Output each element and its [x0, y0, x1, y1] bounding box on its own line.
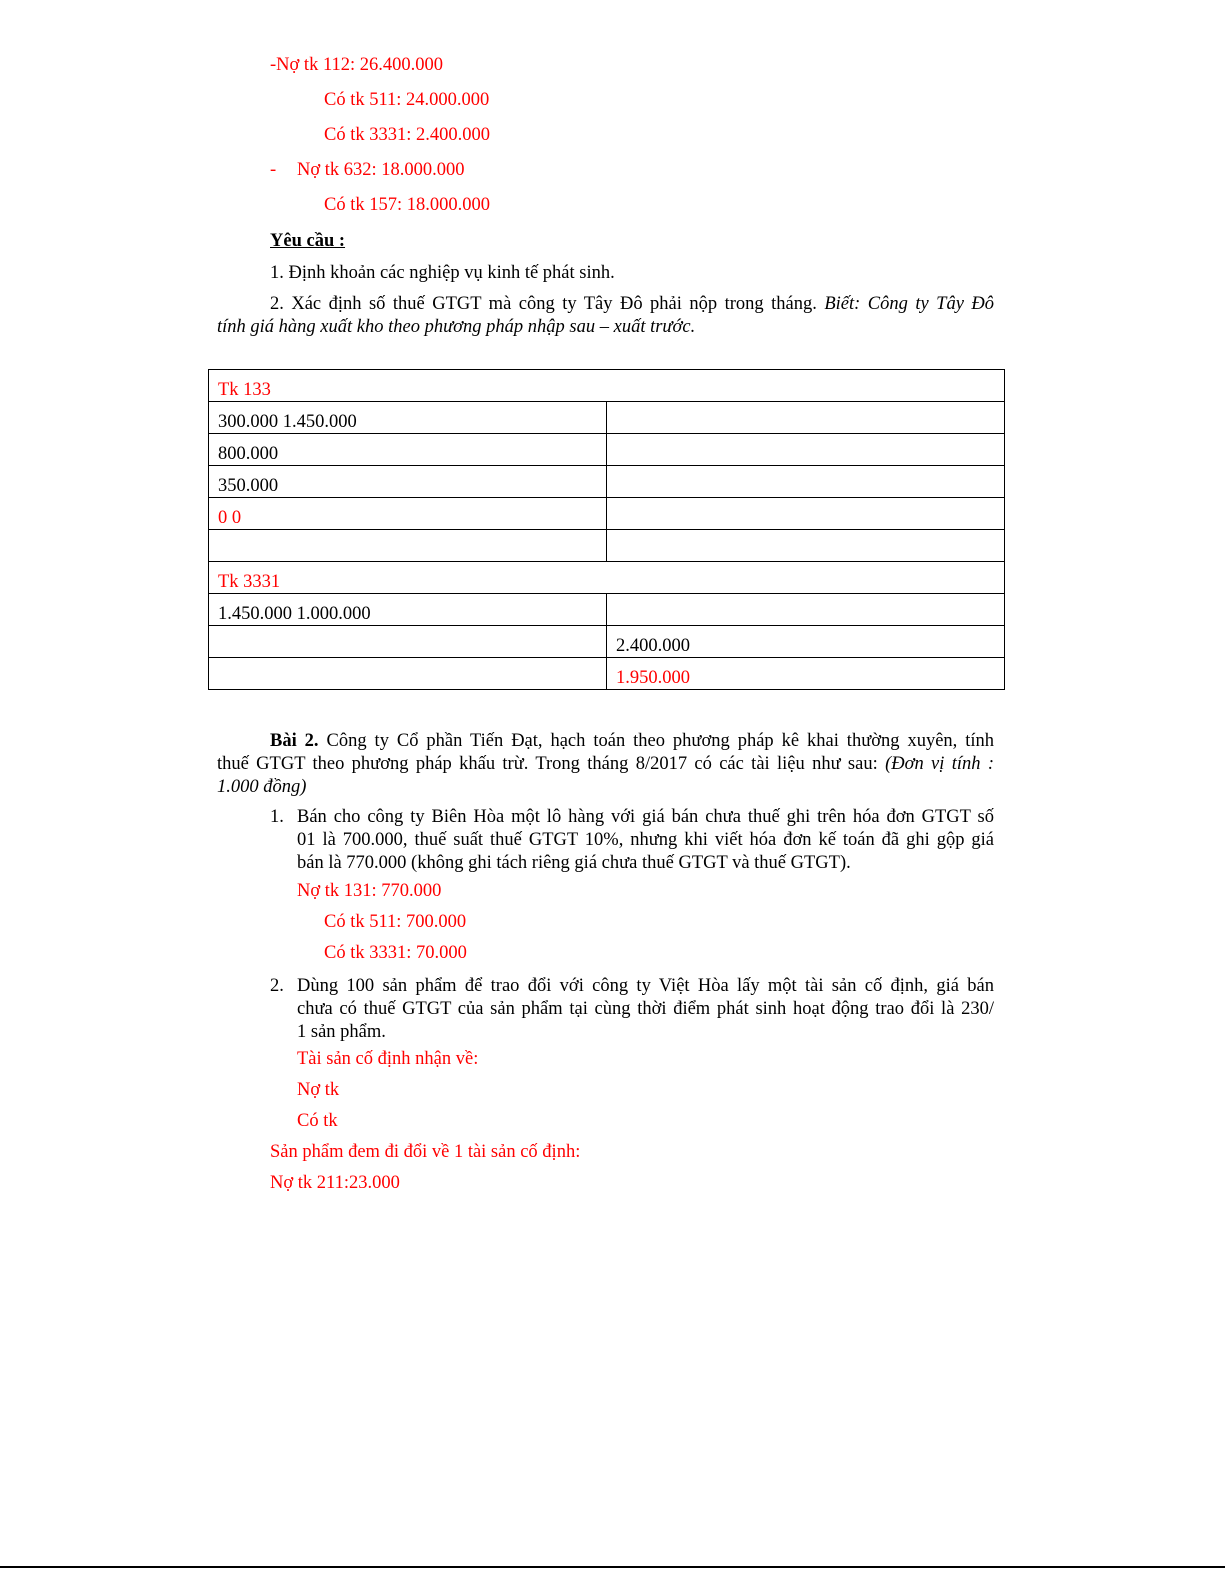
tk3331-debit-cell — [209, 658, 607, 690]
tk3331-row — [209, 626, 1005, 658]
requirements-heading: Yêu cầu : — [270, 231, 346, 251]
entry-credit-511: Có tk 511: 24.000.000 — [324, 90, 490, 110]
tk133-debit-cell: 300.000 1.450.000 — [209, 402, 607, 434]
item1-line-2: 01 là 700.000, thuế suất thuế GTGT 10%, nhưng khi viết hóa đơn kế toán đã ghi gộp giá — [297, 830, 994, 850]
entry-dash: - — [270, 160, 277, 180]
entry-debit-632: Nợ tk 632: 18.000.000 — [297, 160, 465, 180]
tk133-debit-cell: 800.000 — [209, 434, 607, 466]
requirement-item-2-line-2: tính giá hàng xuất kho theo phương pháp nhập sau – xuất trước. — [217, 317, 696, 337]
t-account-table — [208, 369, 1005, 690]
entry-debit-112: -Nợ tk 112: 26.400.000 — [270, 55, 444, 75]
item2-answer-debit: Nợ tk — [297, 1080, 340, 1100]
item1-line-1: Bán cho công ty Biên Hòa một lô hàng với giá bán chưa thuế ghi trên hóa đơn GTGT số — [297, 807, 994, 827]
tk133-credit-cell — [607, 466, 1005, 498]
bai2-intro-line-2: thuế GTGT theo phương pháp khấu trừ. Trong tháng 8/2017 có các tài liệu như sau: (Đơn vị tính : — [217, 754, 995, 774]
item2-line-2: chưa có thuế GTGT của sản phẩm tại cùng thời điểm phát sinh hoạt động trao đổi là 230/ — [297, 999, 994, 1019]
tk133-balance-row — [209, 498, 1005, 530]
bai2-intro-line-1: Bài 2. Công ty Cổ phần Tiến Đạt, hạch toán theo phương pháp kê khai thường xuyên, tính — [270, 731, 995, 751]
tk3331-row — [209, 594, 1005, 626]
tk133-credit-cell — [607, 434, 1005, 466]
tk133-credit-cell — [607, 530, 1005, 562]
tk3331-balance-cell: 1.950.000 — [607, 658, 1005, 690]
tk133-credit-cell — [607, 498, 1005, 530]
tk3331-debit-cell — [209, 626, 607, 658]
tk3331-title: Tk 3331 — [209, 562, 1005, 594]
tk133-title-row — [209, 370, 1005, 402]
item2-answer-exchange: Sản phẩm đem đi đổi về 1 tài sản cố định: — [270, 1142, 581, 1162]
item1-answer-credit-3331: Có tk 3331: 70.000 — [324, 943, 467, 963]
tk133-title: Tk 133 — [209, 370, 1005, 402]
tk3331-debit-cell: 1.450.000 1.000.000 — [209, 594, 607, 626]
tk133-row — [209, 466, 1005, 498]
item2-answer-fixed-asset: Tài sản cố định nhận về: — [297, 1049, 479, 1069]
bai2-intro-line-3: 1.000 đồng) — [217, 777, 307, 797]
page-bottom-border — [0, 1566, 1225, 1568]
tk133-debit-cell: 350.000 — [209, 466, 607, 498]
bai2-label: Bài 2. — [270, 731, 319, 751]
tk3331-credit-cell: 2.400.000 — [607, 626, 1005, 658]
tk3331-title-row — [209, 562, 1005, 594]
tk3331-credit-cell — [607, 594, 1005, 626]
item1-answer-credit-511: Có tk 511: 700.000 — [324, 912, 467, 932]
item2-answer-credit: Có tk — [297, 1111, 338, 1131]
tk133-balance-cell: 0 0 — [209, 498, 607, 530]
item2-line-3: 1 sản phẩm. — [297, 1022, 386, 1042]
entry-credit-3331: Có tk 3331: 2.400.000 — [324, 125, 490, 145]
item1-answer-debit: Nợ tk 131: 770.000 — [297, 881, 442, 901]
tk133-row — [209, 434, 1005, 466]
item1-number: 1. — [270, 807, 284, 827]
item2-number: 2. — [270, 976, 284, 996]
requirement-item-2-line-1: 2. Xác định số thuế GTGT mà công ty Tây Đô phải nộp trong tháng. Biết: Công ty Tây Đô — [270, 294, 994, 314]
item2-line-1: Dùng 100 sản phẩm để trao đổi với công ty Việt Hòa lấy một tài sản cố định, giá bán — [297, 976, 994, 996]
item1-line-3: bán là 770.000 (không ghi tách riêng giá chưa thuế GTGT và thuế GTGT). — [297, 853, 851, 873]
item2-answer-debit-211: Nợ tk 211:23.000 — [270, 1173, 400, 1193]
tk3331-balance-row — [209, 658, 1005, 690]
tk133-debit-cell — [209, 530, 607, 562]
tk133-row — [209, 402, 1005, 434]
tk133-row — [209, 530, 1005, 562]
entry-credit-157: Có tk 157: 18.000.000 — [324, 195, 490, 215]
requirement-item-1: 1. Định khoản các nghiệp vụ kinh tế phát sinh. — [270, 263, 615, 283]
tk133-credit-cell — [607, 402, 1005, 434]
